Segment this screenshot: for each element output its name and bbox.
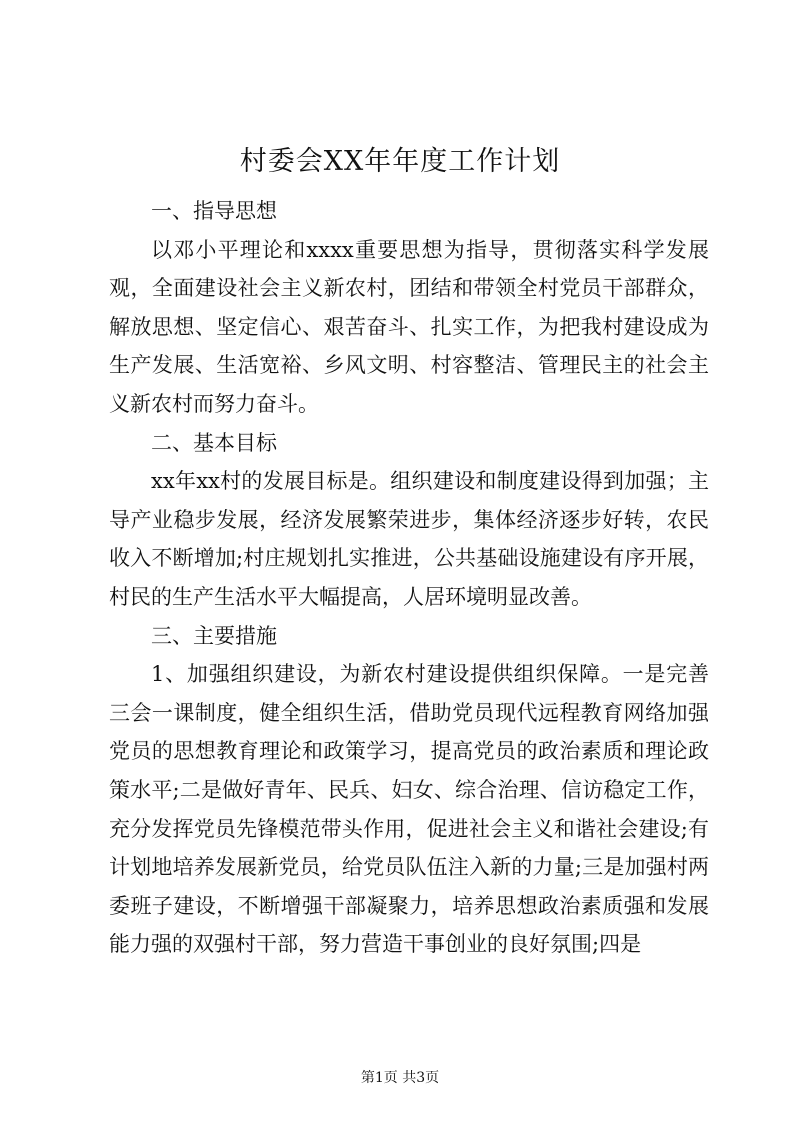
section-heading-main-measures: 三、主要措施: [151, 623, 277, 648]
section-heading-guiding-ideology: 一、指导思想: [151, 199, 277, 223]
section-heading-basic-goals: 二、基本目标: [151, 430, 277, 455]
page-footer: 第1页 共3页: [360, 1070, 440, 1086]
paragraph-basic-goals: xx年xx村的发展目标是。组织建设和制度建设得到加强；主导产业稳步发展，经济发展繁荣进步，集体经济逐步好转，农民收入不断增加;村庄规划扎实推进，公共基础设施建设有序开展，村民的生产生活水平大幅提高，人居环境明显改善。: [109, 469, 709, 609]
document-title: 村委会XX年年度工作计划: [239, 146, 561, 177]
document-body: [109, 192, 709, 964]
paragraph-guiding-ideology: 以邓小平理论和xxxx重要思想为指导，贯彻落实科学发展观，全面建设社会主义新农村，团结和带领全村党员干部群众，解放思想、坚定信心、艰苦奋斗、扎实工作，为把我村建设成为生产发展、生活宽裕、乡风文明、村容整洁、管理民主的社会主义新农村而努力奋斗。: [109, 237, 709, 416]
paragraph-main-measures: 1、加强组织建设，为新农村建设提供组织保障。一是完善三会一课制度，健全组织生活，借助党员现代远程教育网络加强党员的思想教育理论和政策学习，提高党员的政治素质和理论政策水平;二是做好青年、民兵、妇女、综合治理、信访稳定工作，充分发挥党员先锋模范带头作用，促进社会主义和谐社会建设;有计划地培养发展新党员，给党员队伍注入新的力量;三是加强村两委班子建设，不断增强干部凝聚力，培养思想政治素质强和发展能力强的双强村干部，努力营造干事创业的良好氛围;四是: [109, 662, 709, 957]
